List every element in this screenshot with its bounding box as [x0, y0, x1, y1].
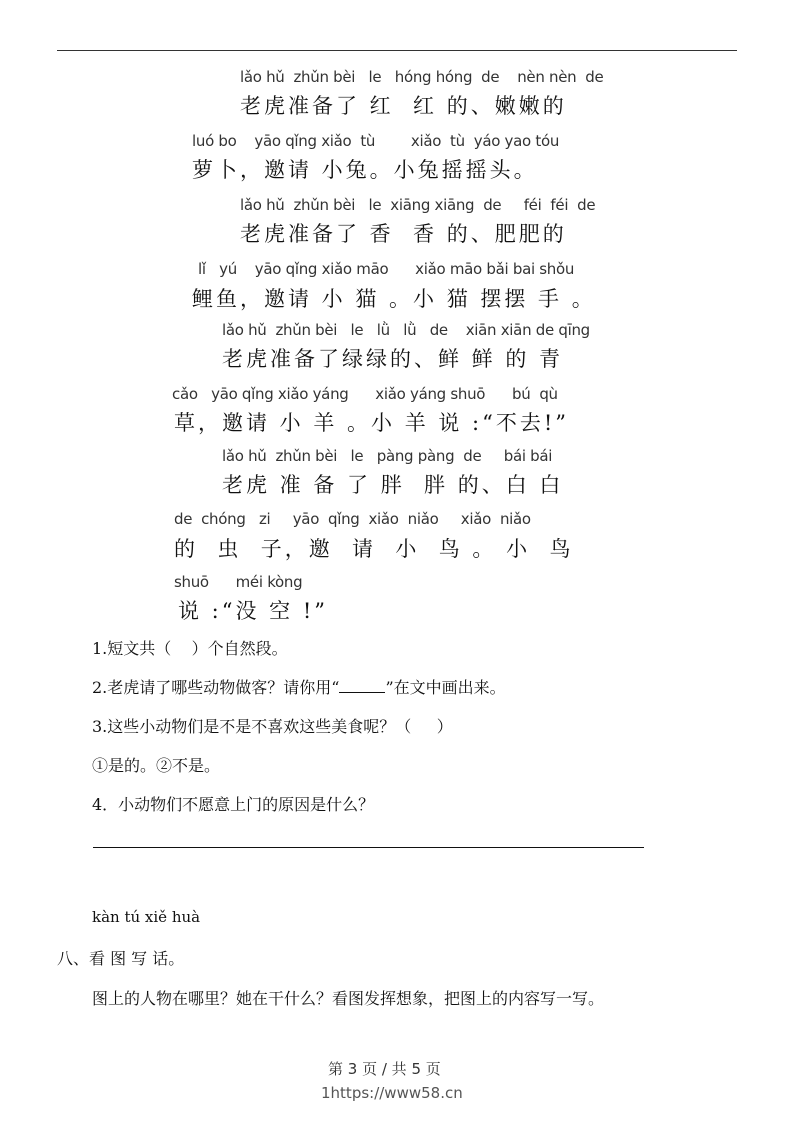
underline-sample — [339, 692, 385, 693]
hanzi-line: 老虎 准 备 了 胖 胖 的、白 白 — [222, 473, 564, 497]
hanzi-line: 老虎准备了 红 红 的、嫩嫩的 — [240, 94, 567, 118]
question-4: 4．小动物们不愿意上门的原因是什么？ — [92, 795, 375, 814]
question-3-options: ①是的。②不是。 — [92, 756, 221, 775]
pinyin-line: lǎo hǔ zhǔn bèi le pàng pàng de bái bái — [222, 447, 553, 465]
answer-line — [93, 847, 644, 848]
pinyin-line: lǎo hǔ zhǔn bèi le xiāng xiāng de féi féi de — [240, 196, 596, 214]
pinyin-line: luó bo yāo qǐng xiǎo tù xiǎo tù yáo yao tóu — [192, 132, 560, 150]
hanzi-line: 草，邀请 小 羊 。小 羊 说 :“不去!” — [174, 411, 570, 435]
pinyin-line: lǎo hǔ zhǔn bèi le lǜ lǜ de xiān xiān de qīng — [222, 321, 590, 339]
watermark: 1https://www58.cn — [321, 1084, 463, 1102]
question-2 — [92, 675, 506, 698]
hanzi-line: 萝卜，邀请 小兔。小兔摇摇头。 — [192, 158, 538, 182]
question-3: 3.这些小动物们是不是不喜欢这些美食呢？（ ） — [92, 717, 453, 736]
hanzi-line: 的 虫 子，邀 请 小 鸟 。 小 鸟 — [174, 537, 574, 561]
hanzi-line: 老虎准备了绿绿的、鲜 鲜 的 青 — [222, 347, 564, 371]
pinyin-line: cǎo yāo qǐng xiǎo yáng xiǎo yáng shuō bú qù — [172, 385, 558, 403]
pinyin-line: de chóng zi yāo qǐng xiǎo niǎo xiǎo niǎo — [174, 510, 531, 528]
pinyin-line: shuō méi kòng — [174, 573, 303, 591]
hanzi-line: 老虎准备了 香 香 的、肥肥的 — [240, 222, 567, 246]
question-2-text-end: ”在文中画出来。 — [385, 678, 506, 697]
question-2-text: 2.老虎请了哪些动物做客？请你用“ — [92, 678, 340, 697]
pinyin-line: lǎo hǔ zhǔn bèi le hóng hóng de nèn nèn de — [240, 68, 604, 86]
section-8-prompt: 图上的人物在哪里？她在干什么？看图发挥想象，把图上的内容写一写。 — [92, 989, 605, 1008]
hanzi-line: 鲤鱼，邀请 小 猫 。小 猫 摆摆 手 。 — [192, 287, 596, 311]
hanzi-line: 说 :“没 空 !” — [178, 599, 329, 623]
pinyin-line: lǐ yú yāo qǐng xiǎo māo xiǎo māo bǎi bai shǒu — [198, 260, 575, 278]
page-number: 第 3 页 / 共 5 页 — [328, 1060, 441, 1078]
question-1: 1.短文共（ ）个自然段。 — [92, 639, 288, 658]
section-8-title: 八、看 图 写 话。 — [57, 949, 185, 968]
header-rule — [57, 50, 737, 51]
section-8-pinyin: kàn tú xiě huà — [92, 908, 201, 926]
